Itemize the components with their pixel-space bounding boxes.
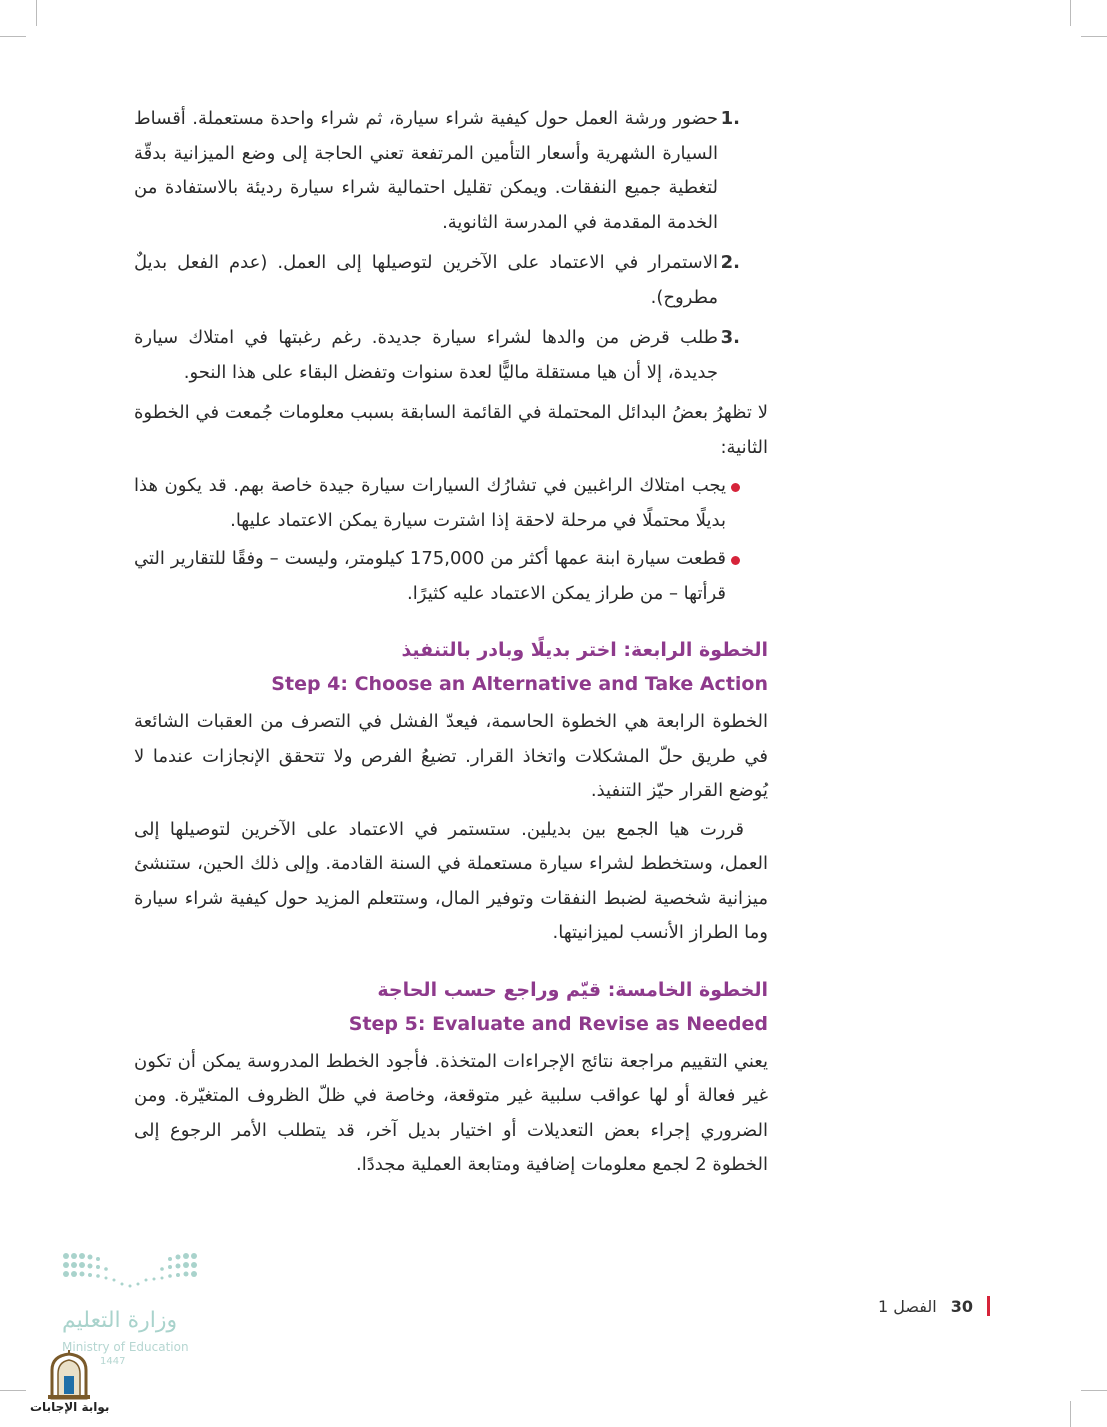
step4-heading-en: Step 4: Choose an Alternative and Take Action: [271, 673, 768, 695]
crop-mark: [1070, 0, 1071, 26]
crop-mark: [0, 1390, 26, 1391]
crop-mark: [0, 36, 26, 37]
portal-name: بوابة الإجابات: [30, 1400, 110, 1414]
item-number: 3.: [720, 327, 740, 348]
step5-heading-en: Step 5: Evaluate and Revise as Needed: [348, 1012, 768, 1035]
chapter-label: الفصل 1: [878, 1296, 937, 1316]
step5-heading-ar: الخطوة الخامسة: قيّم وراجع حسب الحاجة: [377, 978, 768, 1001]
step4-paragraph: الخطوة الرابعة هي الخطوة الحاسمة، فيعدّ الفشل في التصرف من العقبات الشائعة في طريق حلّ المشكلات واتخاذ القرار. تضيعُ الفرص ولا تتحقق الإنجازات عندما لا يُوضع القرار حيّز التنفيذ.: [134, 711, 768, 801]
bullet-item: [134, 542, 768, 611]
crop-mark: [1081, 1390, 1107, 1391]
ministry-name-ar: وزارة التعليم: [62, 1308, 178, 1333]
page-footer: [878, 1296, 990, 1316]
item-text: الاستمرار في الاعتماد على الآخرين لتوصيلها إلى العمل. (عدم الفعل بديلٌ مطروح).: [134, 252, 718, 308]
item-text: طلب قرض من والدها لشراء سيارة جديدة. رغم رغبتها في امتلاك سيارة جديدة، إلا أن هيا مستقلة ماليًّا لعدة سنوات وتفضل البقاء على هذا النحو.: [134, 327, 718, 383]
crop-mark: [1081, 36, 1107, 37]
item-number: 1.: [720, 108, 740, 129]
bullet-item: [134, 469, 768, 538]
crop-mark: [36, 0, 37, 26]
step4-heading-ar: الخطوة الرابعة: اختر بديلًا وبادر بالتنفيذ: [401, 639, 768, 661]
step4-paragraph: قررت هيا الجمع بين بديلين. ستستمر في الاعتماد على الآخرين لتوصيلها إلى العمل، وستخطط لشراء سيارة مستعملة في السنة القادمة. وإلى ذلك الحين، ستنشئ ميزانية شخصية لضبط النفقات وتوفير المال، وستتعلم المزيد حول كيفية شراء سيارة وما الطراز الأنسب لميزانيتها.: [134, 818, 768, 943]
step5-paragraph: يعني التقييم مراجعة نتائج الإجراءات المتخذة. فأجود الخطط المدروسة يمكن أن تكون غير فعالة أو لها عواقب سلبية غير متوقعة، وخاصة في ظلّ الظروف المتغيّرة. ومن الضروري إجراء بعض التعديلات أو اختيار بديل آخر، قد يتطلب الأمر الرجوع إلى الخطوة 2 لجمع معلومات إضافية ومتابعة العملية مجددًا.: [134, 1050, 768, 1175]
crop-mark: [1070, 1401, 1071, 1427]
page-content: [134, 102, 768, 1187]
list-item: [134, 102, 768, 240]
footer-accent-bar: [987, 1296, 990, 1316]
bullet-dot-icon: [731, 556, 740, 565]
bullet-dot-icon: [731, 483, 740, 492]
ministry-year: 1447: [100, 1356, 126, 1367]
ministry-name-en: Ministry of Education: [62, 1340, 189, 1354]
mosque-logo-icon: [44, 1348, 94, 1400]
bullet-text: قطعت سيارة ابنة عمها أكثر من 175,000 كيلومتر، وليست – وفقًا للتقارير التي قرأتها – من طراز يمكن الاعتماد عليه كثيرًا.: [134, 548, 727, 604]
bullet-text: يجب امتلاك الراغبين في تشارُك السيارات سيارة جيدة خاصة بهم. قد يكون هذا بديلًا محتملًا في مرحلة لاحقة إذا اشترت سيارة يمكن الاعتماد عليها.: [134, 475, 726, 531]
intro-paragraph: لا تظهرُ بعضُ البدائل المحتملة في القائمة السابقة بسبب معلومات جُمعت في الخطوة الثانية:: [134, 402, 768, 458]
item-text: حضور ورشة العمل حول كيفية شراء سيارة، ثم شراء واحدة مستعملة. أقساط السيارة الشهرية وأسعار التأمين المرتفعة تعني الحاجة إلى وضع الميزانية بدقّة لتغطية جميع النفقات. ويمكن تقليل احتمالية شراء سيارة رديئة بالاستفادة من الخدمة المقدمة في المدرسة الثانوية.: [134, 108, 718, 233]
list-item: [134, 321, 768, 390]
item-number: 2.: [720, 252, 740, 273]
page-number: 30: [950, 1296, 973, 1316]
list-item: [134, 246, 768, 315]
ministry-logo-icon: [62, 1252, 198, 1296]
